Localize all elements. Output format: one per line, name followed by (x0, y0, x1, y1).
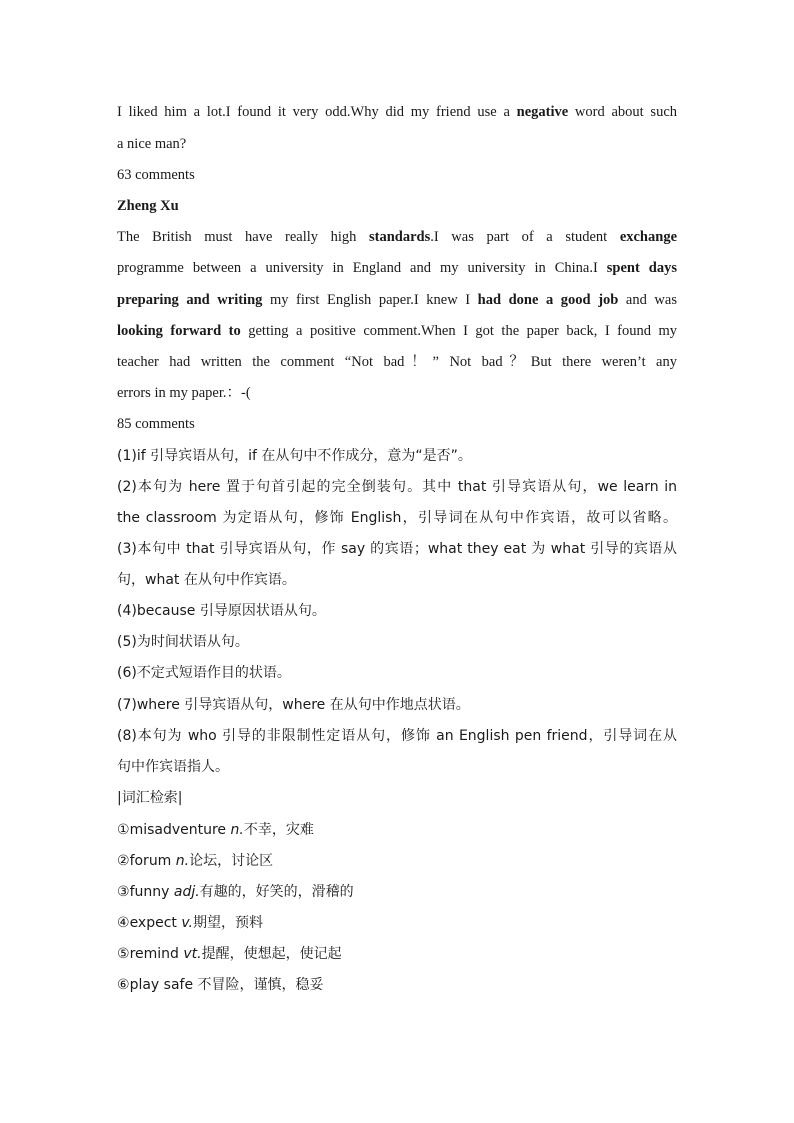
comment-count: 85 comments (117, 416, 195, 432)
text: getting a positive comment.When I got the paper back, I found my (240, 323, 678, 339)
vocab-word: forum (129, 853, 176, 869)
vocab-word: remind (129, 946, 184, 962)
vocab-meaning: 不冒险，谨慎，稳妥 (197, 977, 324, 993)
text: word about such (568, 104, 678, 120)
vocab-item (117, 820, 677, 840)
bold-term: spent days (606, 260, 678, 276)
vocab-meaning: 不幸，灾难 (243, 822, 314, 838)
item-number: ⑤ (117, 946, 130, 962)
text: The British must have really high (117, 229, 369, 245)
post2-line5: teacher had written the comment “Not bad！” Not bad？But there weren’t any (117, 354, 677, 370)
item-number: ⑥ (117, 977, 130, 993)
vocab-heading: |词汇检索| (117, 790, 183, 806)
text: programme between a university in England and my university in China.I (117, 260, 607, 276)
note-2-line2: the classroom 为定语从句，修饰 English，引导词在从句中作宾语，故可以省略。 (117, 510, 677, 526)
vocab-meaning: 期望，预料 (192, 915, 263, 931)
note-8-line1: (8)本句为 who 引导的非限制性定语从句，修饰 an English pen friend，引导词在从 (117, 728, 677, 744)
part-of-speech: n. (230, 822, 244, 838)
post2-line6: errors in my paper.：-( (117, 385, 251, 401)
text: and was (618, 292, 677, 308)
author-name: Zheng Xu (117, 198, 179, 214)
text: I liked him a lot.I found it very odd.Why did my friend use a (117, 104, 517, 120)
bold-term: exchange (619, 229, 677, 245)
note-3-line1: (3)本句中 that 引导宾语从句，作 say 的宾语；what they eat 为 what 引导的宾语从 (117, 541, 677, 557)
post2-line4 (117, 321, 677, 341)
item-number: ① (117, 822, 130, 838)
note-7: (7)where 引导宾语从句，where 在从句中作地点状语。 (117, 697, 470, 713)
note-4: (4)because 引导原因状语从句。 (117, 603, 326, 619)
bold-term: preparing and writing (117, 292, 263, 308)
text: my first English paper.I knew I (262, 292, 478, 308)
text: .I was part of a student (430, 229, 620, 245)
bold-term: standards (369, 229, 431, 245)
vocab-meaning: 提醒，使想起，使记起 (201, 946, 342, 962)
bold-term: negative (516, 104, 569, 120)
vocab-word: expect (129, 915, 182, 931)
item-number: ② (117, 853, 130, 869)
note-6: (6)不定式短语作目的状语。 (117, 665, 291, 681)
comment-count: 63 comments (117, 167, 195, 183)
note-3-line2: 句，what 在从句中作宾语。 (117, 572, 296, 588)
vocab-word: misadventure (129, 822, 231, 838)
post2-line1 (117, 227, 677, 247)
part-of-speech: v. (181, 915, 193, 931)
vocab-meaning: 有趣的，好笑的，滑稽的 (199, 884, 354, 900)
item-number: ③ (117, 884, 130, 900)
note-2-line1: (2)本句为 here 置于句首引起的完全倒装句。其中 that 引导宾语从句，we learn in (117, 479, 677, 495)
vocab-item (117, 882, 677, 902)
item-number: ④ (117, 915, 130, 931)
vocab-item (117, 944, 677, 964)
vocab-item (117, 851, 677, 871)
part-of-speech: adj. (173, 884, 200, 900)
part-of-speech: vt. (183, 946, 202, 962)
note-1: (1)if 引导宾语从句，if 在从句中不作成分，意为“是否”。 (117, 448, 472, 464)
vocab-meaning: 论坛，讨论区 (189, 853, 274, 869)
post1-line2: a nice man? (117, 136, 187, 152)
vocab-word: play safe (129, 977, 198, 993)
vocab-item (117, 975, 677, 995)
part-of-speech: n. (175, 853, 190, 869)
vocab-item (117, 913, 677, 933)
bold-term: had done a good job (477, 292, 619, 308)
post-author (117, 196, 677, 216)
post2-line3 (117, 290, 677, 310)
post2-line2 (117, 258, 677, 278)
note-5: (5)为时间状语从句。 (117, 634, 249, 650)
note-8-line2: 句中作宾语指人。 (117, 759, 229, 775)
bold-term: looking forward to (117, 323, 241, 339)
post1-line1 (117, 102, 677, 122)
vocab-word: funny (129, 884, 174, 900)
